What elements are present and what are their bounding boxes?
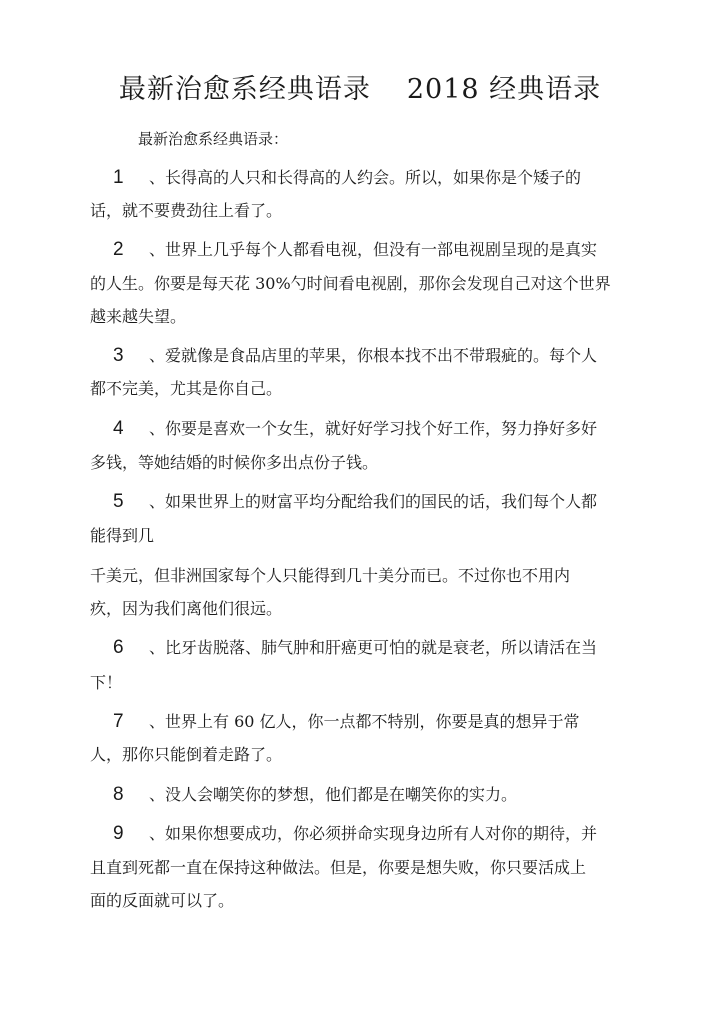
quote-5-line-3: 千美元，但非洲国家每个人只能得到几十美分而已。不过你也不用内	[90, 566, 571, 585]
quote-number: 7	[113, 711, 124, 732]
quote-4-line-2: 多钱，等她结婚的时候你多出点份子钱。	[90, 453, 379, 472]
quote-1-line-1: 1 、长得高的人只和长得高的人约会。所以，如果你是个矮子的	[113, 167, 582, 188]
quote-number: 3	[113, 345, 124, 366]
quote-3-line-1: 3 、爱就像是食品店里的苹果，你根本找不出不带瑕疵的。每个人	[113, 345, 598, 366]
quote-9-line-1: 9 、如果你想要成功，你必须拼命实现身边所有人对你的期待，并	[113, 823, 598, 844]
quote-3-line-2: 都不完美，尤其是你自己。	[90, 379, 283, 398]
quote-number: 9	[113, 823, 124, 844]
quote-2-line-2: 的人生。你要是每天花 30%勺时间看电视剧，那你会发现自己对这个世界	[90, 274, 611, 293]
quote-2-line-1: 2 、世界上几乎每个人都看电视，但没有一部电视剧呈现的是真实	[113, 239, 598, 260]
quote-number: 5	[113, 491, 124, 512]
quote-number: 2	[113, 239, 124, 260]
document-title	[0, 72, 720, 108]
quote-4-line-1: 4 、你要是喜欢一个女生，就好好学习找个好工作，努力挣好多好	[113, 418, 598, 439]
quote-1-line-2: 话，就不要费劲往上看了。	[90, 201, 283, 220]
quote-6-line-1: 6 、比牙齿脱落、肺气肿和肝癌更可怕的就是衰老，所以请活在当	[113, 637, 598, 658]
quote-9-line-2: 且直到死都一直在保持这种做法。但是，你要是想失败，你只要活成上	[90, 858, 587, 877]
quote-5-line-2: 能得到几	[90, 526, 155, 545]
quote-8-line-1: 8 、没人会嘲笑你的梦想，他们都是在嘲笑你的实力。	[113, 784, 518, 805]
quote-7-line-2: 人，那你只能倒着走路了。	[90, 745, 283, 764]
title-year: 2018 经典语录	[406, 74, 602, 105]
quote-number: 4	[113, 418, 124, 439]
quote-7-line-1: 7 、世界上有 60 亿人，你一点都不特别，你要是真的想异于常	[113, 711, 580, 732]
quote-5-line-1: 5 、如果世界上的财富平均分配给我们的国民的话，我们每个人都	[113, 491, 598, 512]
quote-number: 6	[113, 637, 124, 658]
quote-5-line-4: 疚，因为我们离他们很远。	[90, 599, 283, 618]
quote-number: 8	[113, 784, 124, 805]
quote-9-line-3: 面的反面就可以了。	[90, 891, 235, 910]
quote-number: 1	[113, 167, 124, 188]
quote-6-line-2: 下！	[90, 673, 123, 692]
intro-text: 最新治愈系经典语录：	[138, 130, 289, 148]
title-main: 最新治愈系经典语录	[118, 74, 371, 105]
quote-2-line-3: 越来越失望。	[90, 307, 187, 326]
